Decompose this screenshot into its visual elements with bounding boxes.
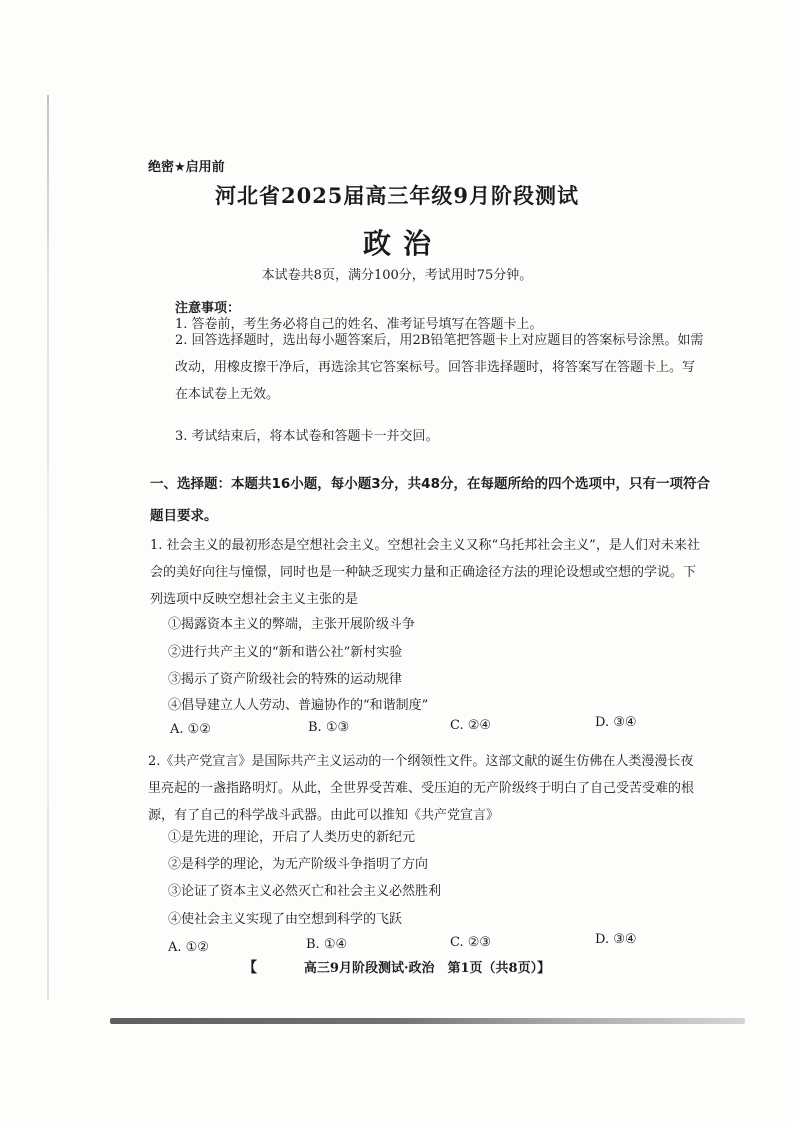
section-heading: 一、选择题：本题共16小题，每小题3分，共48分，在每题所给的四个选项中，只有一项符合题目要求。: [150, 476, 710, 524]
question-1-stem: 1. 社会主义的最初形态是空想社会主义。空想社会主义又称“乌托邦社会主义”，是人们对未来社会的美好向往与憧憬，同时也是一种缺乏现实力量和正确途径方法的理论设想或空想的学说。下列选项中反映空想社会主义主张的是: [150, 538, 700, 607]
subject-title: 政治: [362, 227, 443, 260]
question-1-option-d: D. ③④: [595, 715, 637, 730]
footer-bracket: 【: [243, 960, 257, 976]
question-1-item-3: ③揭示了资产阶级社会的特殊的运动规律: [168, 672, 403, 687]
note-1: 1. 答卷前，考生务必将自己的姓名、准考证号填写在答题卡上。: [175, 317, 543, 332]
question-2-option-d: D. ③④: [595, 932, 637, 947]
question-1-option-a: A. ①②: [170, 722, 211, 737]
question-2-stem: 2.《共产党宣言》是国际共产主义运动的一个纲领性文件。这部文献的诞生仿佛在人类漫漫长夜里亮起的一盏指路明灯。从此，全世界受苦难、受压迫的无产阶级终于明白了自己受苦受难的根源，有了自己的科学战斗武器。由此可以推知《共产党宣言》: [148, 754, 695, 823]
question-2-item-4: ④使社会主义实现了由空想到科学的飞跃: [168, 912, 403, 927]
question-1-item-2: ②进行共产主义的“新和谐公社”新村实验: [168, 645, 403, 660]
note-2-text: 2. 回答选择题时，选出每小题答案后，用2B铅笔把答题卡上对应题目的答案标号涂黑。如需改动，用橡皮擦干净后，再选涂其它答案标号。回答非选择题时，将答案写在答题卡上。写在本试卷上无效。: [175, 333, 704, 402]
page-footer: 高三9月阶段测试·政治 第1页（共8页）】: [303, 961, 551, 976]
confidential-label: 绝密★启用前: [148, 160, 225, 175]
exam-title: 河北省2025届高三年级9月阶段测试: [214, 183, 580, 208]
question-2-option-c: C. ②③: [450, 935, 492, 950]
question-1-item-4: ④倡导建立人人劳动、普遍协作的“和谐制度”: [168, 698, 429, 713]
question-1-option-b: B. ①③: [308, 720, 350, 735]
question-2-item-1: ①是先进的理论，开启了人类历史的新纪元: [168, 830, 416, 845]
question-1-item-1: ①揭露资本主义的弊端，主张开展阶级斗争: [168, 617, 416, 632]
question-2-option-b: B. ①④: [306, 937, 348, 952]
question-1-option-c: C. ②④: [450, 718, 492, 733]
question-2-option-a: A. ①②: [168, 940, 209, 955]
scan-edge-bottom: [110, 1018, 745, 1024]
exam-info: 本试卷共8页，满分100分，考试用时75分钟。: [261, 268, 533, 283]
note-3: 3. 考试结束后，将本试卷和答题卡一并交回。: [175, 429, 439, 444]
note-2: [175, 327, 705, 408]
question-2-item-3: ③论证了资本主义必然灭亡和社会主义必然胜利: [168, 884, 442, 899]
question-2-item-2: ②是科学的理论，为无产阶级斗争指明了方向: [168, 857, 429, 872]
notes-heading: 注意事项：: [175, 301, 241, 316]
